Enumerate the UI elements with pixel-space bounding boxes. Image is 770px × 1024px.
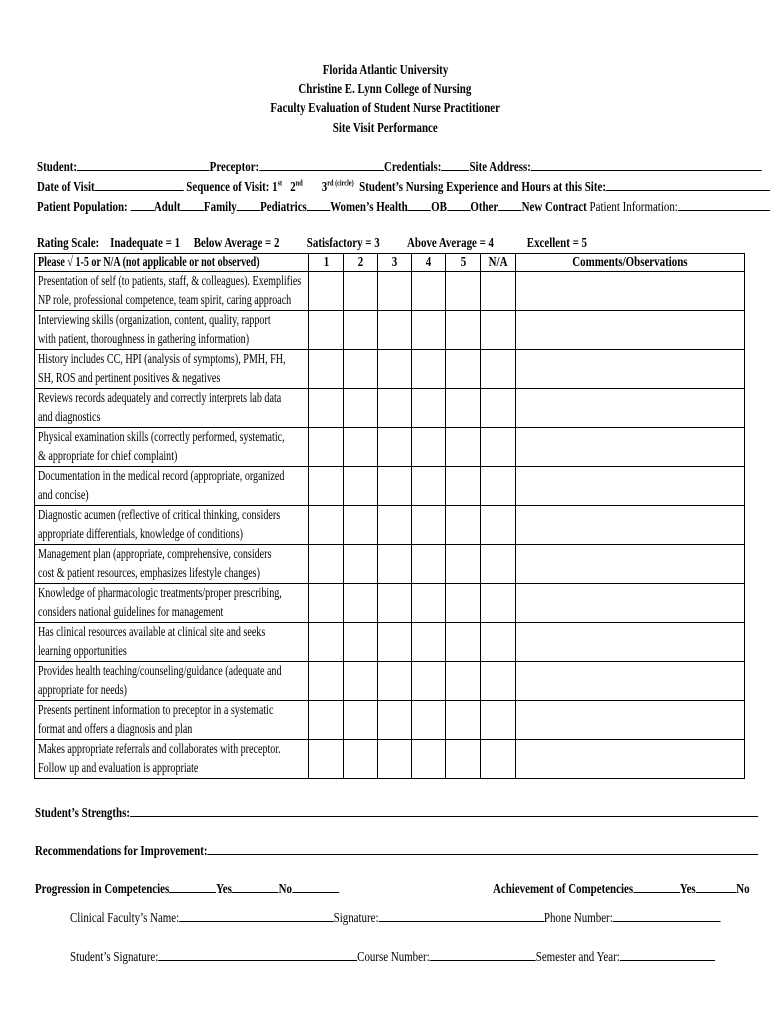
sequence-3-suffix: rd (circle): [327, 178, 354, 188]
score-2-cell[interactable]: [344, 506, 378, 545]
score-4-header: 4: [412, 254, 446, 272]
criterion-text: and diagnostics: [38, 410, 101, 425]
comments-cell[interactable]: [516, 740, 745, 779]
table-row: [35, 272, 745, 311]
score-2-cell[interactable]: [344, 662, 378, 701]
score-1-cell[interactable]: [309, 701, 344, 740]
score-3-cell[interactable]: [378, 584, 412, 623]
comments-cell[interactable]: [516, 701, 745, 740]
score-1-cell[interactable]: [309, 662, 344, 701]
rating-scale-label: Rating Scale:: [37, 236, 100, 251]
womens-health-option: Women’s Health: [330, 200, 408, 215]
score-5-cell[interactable]: [446, 428, 481, 467]
achievement-yes: Yes: [679, 882, 696, 897]
faculty-name-label: Clinical Faculty’s Name:: [70, 911, 180, 926]
progression-yes-blank[interactable]: [169, 880, 216, 893]
womens-health-blank[interactable]: [307, 198, 330, 211]
criterion-text: SH, ROS and pertinent positives & negatives: [38, 371, 221, 386]
rating-inadequate: Inadequate = 1: [110, 236, 181, 251]
criterion-text: appropriate for needs): [38, 683, 127, 698]
table-row: [35, 662, 745, 701]
score-4-cell[interactable]: [412, 545, 446, 584]
score-2-header: 2: [344, 254, 378, 272]
comments-cell[interactable]: [516, 545, 745, 584]
comments-cell[interactable]: [516, 350, 745, 389]
criterion-text: Physical examination skills (correctly performed, systematic,: [38, 430, 285, 445]
progression-no: No: [278, 882, 293, 897]
score-5-cell[interactable]: [446, 740, 481, 779]
university-title: Florida Atlantic University: [322, 63, 448, 78]
criterion-cell: [35, 428, 309, 467]
patient-info-label: Patient Information:: [589, 200, 678, 215]
patient-info-field[interactable]: [678, 198, 770, 211]
criterion-cell: [35, 701, 309, 740]
score-4-cell[interactable]: [412, 311, 446, 350]
score-2-cell[interactable]: [344, 272, 378, 311]
progression-no-line[interactable]: [292, 880, 339, 893]
score-3-header: 3: [378, 254, 412, 272]
score-3-cell[interactable]: [378, 272, 412, 311]
student-info-row: [37, 158, 770, 176]
score-1-cell[interactable]: [309, 350, 344, 389]
score-3-cell[interactable]: [378, 350, 412, 389]
criterion-cell: [35, 506, 309, 545]
pediatrics-blank[interactable]: [237, 198, 260, 211]
score-na-cell[interactable]: [481, 701, 516, 740]
student-signature-row: [70, 948, 770, 966]
score-4-cell[interactable]: [412, 701, 446, 740]
rating-excellent: Excellent = 5: [526, 236, 587, 251]
adult-option: Adult: [153, 200, 181, 215]
score-2-cell[interactable]: [344, 740, 378, 779]
score-2-cell[interactable]: [344, 428, 378, 467]
strengths-label: Student’s Strengths:: [35, 806, 130, 821]
credentials-field[interactable]: [441, 158, 469, 171]
table-row: [35, 740, 745, 779]
recommendations-row: [35, 842, 770, 860]
criterion-text: and concise): [38, 488, 89, 503]
score-1-cell[interactable]: [309, 428, 344, 467]
table-row: [35, 467, 745, 506]
score-2-cell[interactable]: [344, 701, 378, 740]
score-3-cell[interactable]: [378, 740, 412, 779]
new-contract-blank[interactable]: [498, 198, 521, 211]
credentials-label: Credentials:: [383, 160, 442, 175]
faculty-signature-label: Signature:: [333, 911, 379, 926]
table-row: [35, 506, 745, 545]
criterion-cell: [35, 311, 309, 350]
comments-cell[interactable]: [516, 272, 745, 311]
experience-label: Student’s Nursing Experience and Hours at this Site:: [359, 180, 606, 195]
sequence-2[interactable]: 2: [290, 180, 296, 195]
score-3-cell[interactable]: [378, 428, 412, 467]
criterion-text: appropriate differentials, knowledge of conditions): [38, 527, 243, 542]
other-option: Other: [470, 200, 499, 215]
criterion-cell: [35, 350, 309, 389]
table-row: [35, 311, 745, 350]
rating-table: [34, 253, 745, 779]
score-4-cell[interactable]: [412, 623, 446, 662]
criterion-text: Interviewing skills (organization, content, quality, rapport: [38, 313, 271, 328]
criterion-text: with patient, thoroughness in gathering information): [38, 332, 250, 347]
patient-population-row: [37, 198, 770, 216]
comments-cell[interactable]: [516, 311, 745, 350]
score-na-cell[interactable]: [481, 506, 516, 545]
score-5-cell[interactable]: [446, 506, 481, 545]
form-title: Faculty Evaluation of Student Nurse Practitioner: [270, 101, 500, 116]
score-3-cell[interactable]: [378, 389, 412, 428]
pediatrics-option: Pediatrics: [260, 200, 307, 215]
score-5-cell[interactable]: [446, 545, 481, 584]
new-contract-option: New Contract: [521, 200, 587, 215]
score-1-cell[interactable]: [309, 389, 344, 428]
score-na-cell[interactable]: [481, 662, 516, 701]
rating-scale-legend: [37, 236, 742, 252]
criterion-text: format and offers a diagnosis and plan: [38, 722, 193, 737]
score-na-cell[interactable]: [481, 272, 516, 311]
criterion-text: Documentation in the medical record (appropriate, organized: [38, 469, 285, 484]
score-2-cell[interactable]: [344, 350, 378, 389]
ob-blank[interactable]: [408, 198, 431, 211]
score-2-cell[interactable]: [344, 545, 378, 584]
score-na-cell[interactable]: [481, 428, 516, 467]
score-3-cell[interactable]: [378, 311, 412, 350]
criterion-text: Reviews records adequately and correctly interprets lab data: [38, 391, 282, 406]
comments-cell[interactable]: [516, 584, 745, 623]
table-row: [35, 350, 745, 389]
sequence-3[interactable]: 3: [321, 180, 328, 195]
recommendations-label: Recommendations for Improvement:: [35, 844, 208, 859]
score-2-cell[interactable]: [344, 467, 378, 506]
progression-row: [35, 880, 425, 898]
comments-header: Comments/Observations: [516, 254, 745, 272]
criterion-text: learning opportunities: [38, 644, 127, 659]
criterion-cell: [35, 467, 309, 506]
sequence-2-suffix: nd: [295, 178, 303, 188]
score-4-cell[interactable]: [412, 389, 446, 428]
criterion-text: Presentation of self (to patients, staff, & colleagues). Exemplifies: [38, 274, 302, 289]
criterion-text: Knowledge of pharmacologic treatments/proper prescribing,: [38, 586, 282, 601]
table-row: [35, 428, 745, 467]
adult-blank[interactable]: [130, 198, 153, 211]
achievement-label: Achievement of Competencies: [493, 882, 634, 897]
score-1-cell[interactable]: [309, 311, 344, 350]
experience-field[interactable]: [606, 178, 770, 191]
comments-cell[interactable]: [516, 467, 745, 506]
score-na-cell[interactable]: [481, 584, 516, 623]
criterion-text: Follow up and evaluation is appropriate: [38, 761, 199, 776]
criterion-text: & appropriate for chief complaint): [38, 449, 178, 464]
score-5-header: 5: [446, 254, 481, 272]
criterion-cell: [35, 545, 309, 584]
score-5-cell[interactable]: [446, 389, 481, 428]
population-label: Patient Population:: [37, 200, 128, 215]
other-blank[interactable]: [447, 198, 470, 211]
ob-option: OB: [431, 200, 447, 215]
score-3-cell[interactable]: [378, 701, 412, 740]
score-na-cell[interactable]: [481, 545, 516, 584]
sequence-1-suffix: st: [277, 178, 283, 188]
score-3-cell[interactable]: [378, 467, 412, 506]
criterion-cell: [35, 272, 309, 311]
criterion-cell: [35, 389, 309, 428]
table-row: [35, 701, 745, 740]
criterion-text: considers national guidelines for management: [38, 605, 224, 620]
comments-cell[interactable]: [516, 623, 745, 662]
comments-cell[interactable]: [516, 662, 745, 701]
score-5-cell[interactable]: [446, 467, 481, 506]
rating-below-average: Below Average = 2: [193, 236, 280, 251]
score-4-cell[interactable]: [412, 428, 446, 467]
rating-satisfactory: Satisfactory = 3: [306, 236, 380, 251]
achievement-no: No: [736, 882, 750, 897]
table-row: [35, 389, 745, 428]
score-2-cell[interactable]: [344, 311, 378, 350]
site-address-label: Site Address:: [469, 160, 531, 175]
phone-field[interactable]: [613, 909, 721, 922]
score-na-cell[interactable]: [481, 740, 516, 779]
criteria-header: Please √ 1-5 or N/A (not applicable or not observed): [35, 254, 309, 272]
table-row: [35, 545, 745, 584]
family-blank[interactable]: [181, 198, 204, 211]
score-3-cell[interactable]: [378, 506, 412, 545]
score-1-cell[interactable]: [309, 623, 344, 662]
comments-cell[interactable]: [516, 506, 745, 545]
progression-no-blank[interactable]: [232, 880, 279, 893]
criterion-cell: [35, 584, 309, 623]
score-5-cell[interactable]: [446, 701, 481, 740]
criterion-cell: [35, 740, 309, 779]
table-row: [35, 623, 745, 662]
score-4-cell[interactable]: [412, 272, 446, 311]
score-4-cell[interactable]: [412, 350, 446, 389]
progression-yes: Yes: [216, 882, 232, 897]
criterion-cell: [35, 662, 309, 701]
score-4-cell[interactable]: [412, 506, 446, 545]
semester-field[interactable]: [620, 948, 715, 961]
score-4-cell[interactable]: [412, 740, 446, 779]
form-subtitle: Site Visit Performance: [332, 121, 438, 136]
criterion-text: History includes CC, HPI (analysis of symptoms), PMH, FH,: [38, 352, 286, 367]
visit-info-row: [37, 178, 770, 196]
criterion-text: Has clinical resources available at clinical site and seeks: [38, 625, 266, 640]
date-label: Date of Visit: [37, 180, 95, 195]
score-5-cell[interactable]: [446, 584, 481, 623]
rating-above-average: Above Average = 4: [407, 236, 495, 251]
score-1-cell[interactable]: [309, 545, 344, 584]
criterion-text: Management plan (appropriate, comprehensive, considers: [38, 547, 272, 562]
score-5-cell[interactable]: [446, 350, 481, 389]
score-1-cell[interactable]: [309, 506, 344, 545]
progression-label: Progression in Competencies: [35, 882, 170, 897]
criterion-text: cost & patient resources, emphasizes lifestyle changes): [38, 566, 260, 581]
recommendations-field[interactable]: [207, 842, 758, 855]
comments-cell[interactable]: [516, 389, 745, 428]
score-4-cell[interactable]: [412, 467, 446, 506]
score-1-cell[interactable]: [309, 467, 344, 506]
criterion-cell: [35, 623, 309, 662]
faculty-name-field[interactable]: [179, 909, 333, 922]
preceptor-field[interactable]: [259, 158, 384, 171]
score-5-cell[interactable]: [446, 623, 481, 662]
score-na-cell[interactable]: [481, 389, 516, 428]
student-signature-label: Student’s Signature:: [70, 950, 159, 965]
score-2-cell[interactable]: [344, 623, 378, 662]
criterion-text: NP role, professional competence, team spirit, caring approach: [38, 293, 292, 308]
score-3-cell[interactable]: [378, 545, 412, 584]
score-na-cell[interactable]: [481, 350, 516, 389]
achievement-yes-blank[interactable]: [633, 880, 680, 893]
score-na-cell[interactable]: [481, 311, 516, 350]
score-1-cell[interactable]: [309, 584, 344, 623]
course-field[interactable]: [430, 948, 536, 961]
family-option: Family: [203, 200, 237, 215]
score-na-header: N/A: [481, 254, 516, 272]
achievement-row: [493, 880, 770, 898]
score-na-cell[interactable]: [481, 623, 516, 662]
date-field[interactable]: [95, 178, 184, 191]
achievement-no-blank[interactable]: [696, 880, 737, 893]
comments-cell[interactable]: [516, 428, 745, 467]
strengths-field[interactable]: [130, 804, 758, 817]
score-5-cell[interactable]: [446, 662, 481, 701]
score-1-cell[interactable]: [309, 272, 344, 311]
score-3-cell[interactable]: [378, 623, 412, 662]
strengths-row: [35, 804, 770, 822]
table-row: [35, 584, 745, 623]
course-label: Course Number:: [357, 950, 430, 965]
score-1-cell[interactable]: [309, 740, 344, 779]
college-title: Christine E. Lynn College of Nursing: [298, 82, 472, 97]
preceptor-label: Preceptor:: [209, 160, 260, 175]
score-1-header: 1: [309, 254, 344, 272]
score-3-cell[interactable]: [378, 662, 412, 701]
phone-label: Phone Number:: [543, 911, 613, 926]
student-label: Student:: [37, 160, 78, 175]
faculty-signature-field[interactable]: [379, 909, 544, 922]
score-5-cell[interactable]: [446, 311, 481, 350]
student-signature-field[interactable]: [158, 948, 357, 961]
semester-label: Semester and Year:: [535, 950, 620, 965]
score-4-cell[interactable]: [412, 662, 446, 701]
criterion-text: Presents pertinent information to preceptor in a systematic: [38, 703, 274, 718]
table-header-row: [35, 254, 745, 272]
score-2-cell[interactable]: [344, 389, 378, 428]
criterion-text: Provides health teaching/counseling/guidance (adequate and: [38, 664, 282, 679]
criterion-text: Diagnostic acumen (reflective of critical thinking, considers: [38, 508, 281, 523]
faculty-row: [70, 909, 770, 927]
score-na-cell[interactable]: [481, 467, 516, 506]
criterion-text: Makes appropriate referrals and collaborates with preceptor.: [38, 742, 281, 757]
student-field[interactable]: [77, 158, 210, 171]
score-4-cell[interactable]: [412, 584, 446, 623]
sequence-label: Sequence of Visit: 1: [186, 180, 278, 195]
site-address-field[interactable]: [531, 158, 762, 171]
score-2-cell[interactable]: [344, 584, 378, 623]
score-5-cell[interactable]: [446, 272, 481, 311]
